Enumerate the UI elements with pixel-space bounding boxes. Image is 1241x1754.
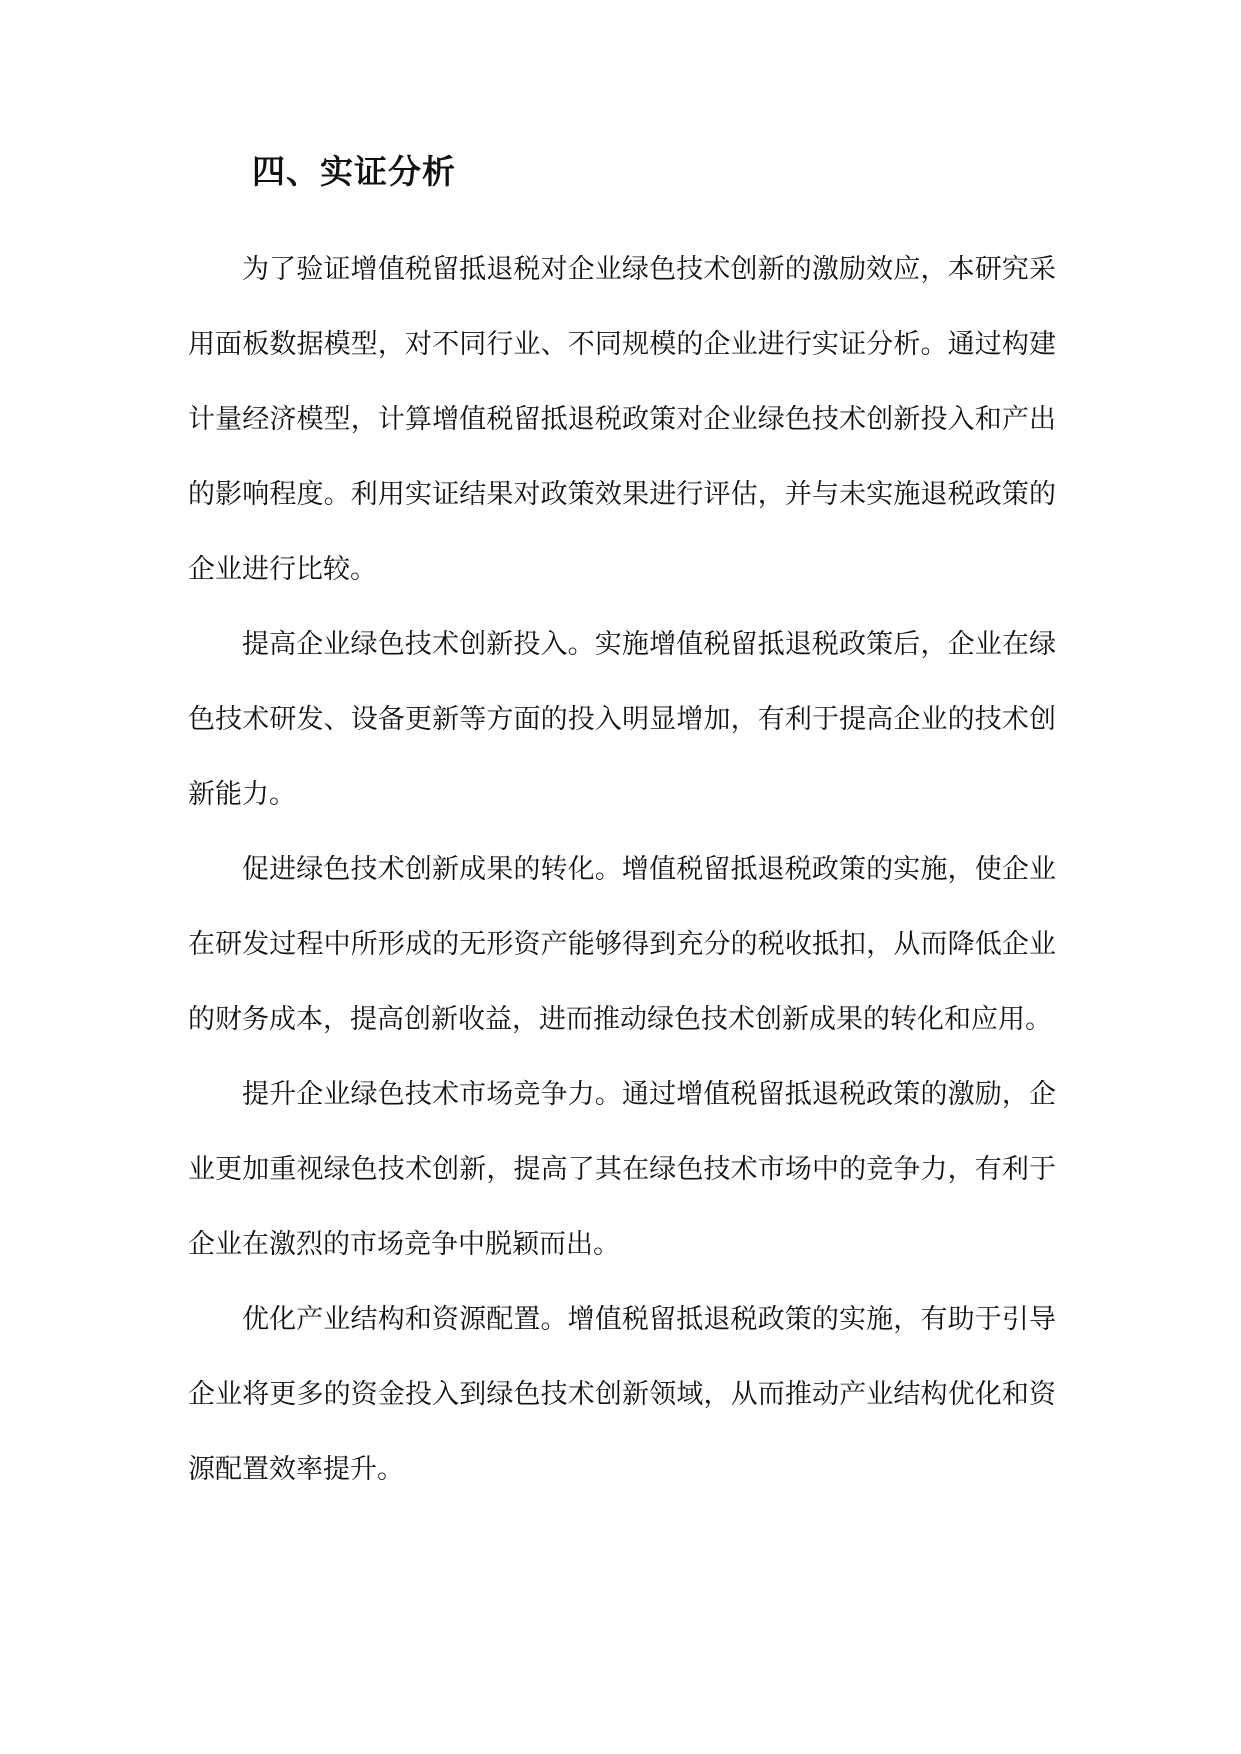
paragraph-industrial-structure: 优化产业结构和资源配置。增值税留抵退税政策的实施，有助于引导企业将更多的资金投入到绿色技术创新领域，从而推动产业结构优化和资源配置效率提升。 — [188, 1304, 1056, 1485]
paragraph-result-transformation: 促进绿色技术创新成果的转化。增值税留抵退税政策的实施，使企业在研发过程中所形成的无形资产能够得到充分的税收抵扣，从而降低企业的财务成本，提高创新收益，进而推动绿色技术创新成果的转化和应用。 — [188, 854, 1056, 1035]
body-text — [188, 232, 1056, 1507]
section-heading: 四、实证分析 — [252, 152, 456, 191]
paragraph-market-competitiveness: 提升企业绿色技术市场竞争力。通过增值税留抵退税政策的激励，企业更加重视绿色技术创新，提高了其在绿色技术市场中的竞争力，有利于企业在激烈的市场竞争中脱颖而出。 — [188, 1079, 1056, 1260]
paragraph-innovation-input: 提高企业绿色技术创新投入。实施增值税留抵退税政策后，企业在绿色技术研发、设备更新等方面的投入明显增加，有利于提高企业的技术创新能力。 — [188, 629, 1056, 810]
paragraph-research-method: 为了验证增值税留抵退税对企业绿色技术创新的激励效应，本研究采用面板数据模型，对不同行业、不同规模的企业进行实证分析。通过构建计量经济模型，计算增值税留抵退税政策对企业绿色技术创新投入和产出的影响程度。利用实证结果对政策效果进行评估，并与未实施退税政策的企业进行比较。 — [188, 254, 1056, 585]
